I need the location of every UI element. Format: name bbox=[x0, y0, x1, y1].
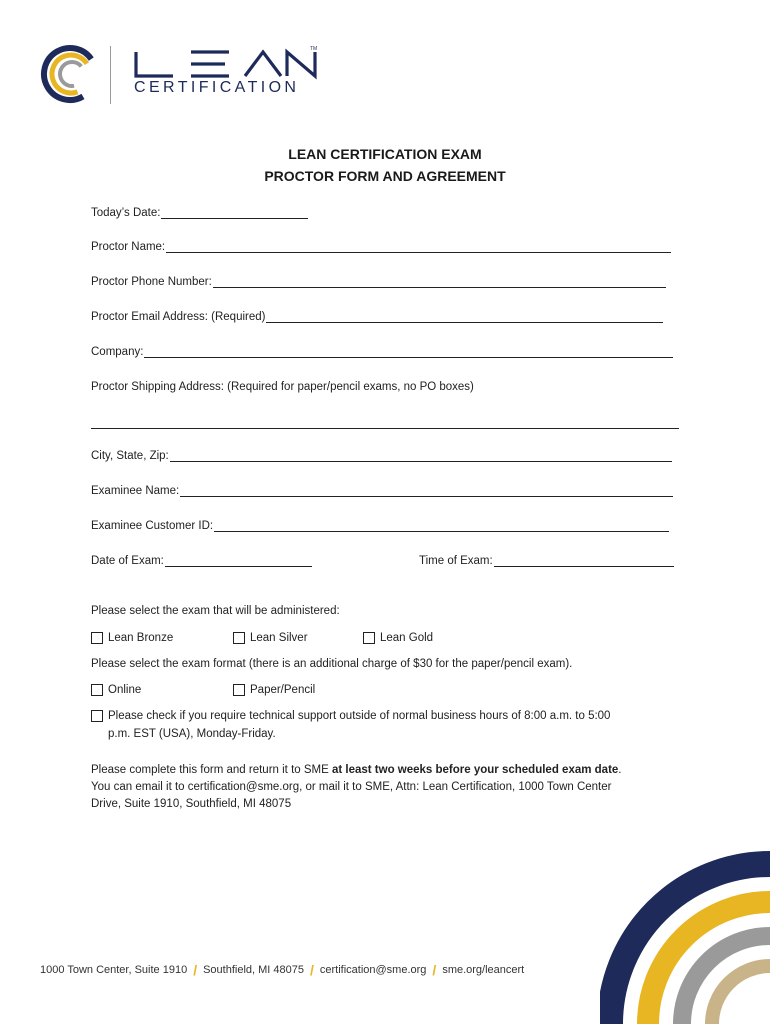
divider-slash-icon: / bbox=[432, 962, 437, 978]
logo-lean-wordmark bbox=[133, 44, 323, 80]
instructions-line-1 bbox=[91, 762, 691, 779]
proctor-name-line[interactable] bbox=[166, 240, 671, 253]
examinee-id-label: Examinee Customer ID: bbox=[91, 520, 214, 532]
instructions-line-2: You can email it to certification@sme.org, or mail it to SME, Attn: Lean Certification, 1000 Town Center bbox=[91, 781, 612, 793]
trademark-mark: TM bbox=[310, 46, 318, 52]
lean-bronze-label: Lean Bronze bbox=[108, 632, 174, 644]
footer-city: Southfield, MI 48075 bbox=[203, 964, 304, 976]
shipping-address-line[interactable] bbox=[91, 428, 679, 429]
tech-support-checkbox[interactable] bbox=[91, 710, 610, 722]
decorative-arcs-icon bbox=[600, 850, 770, 1024]
company-field[interactable] bbox=[91, 345, 673, 358]
todays-date-label: Today’s Date: bbox=[91, 207, 161, 219]
proctor-email-field[interactable] bbox=[91, 310, 663, 323]
instructions-bold: at least two weeks before your scheduled exam date bbox=[331, 764, 619, 776]
time-of-exam-field[interactable] bbox=[419, 554, 674, 567]
lean-silver-label: Lean Silver bbox=[250, 632, 308, 644]
paper-pencil-label: Paper/Pencil bbox=[250, 684, 316, 696]
form-subtitle: PROCTOR FORM AND AGREEMENT bbox=[264, 168, 506, 184]
tech-support-label-cont: p.m. EST (USA), Monday-Friday. bbox=[108, 728, 276, 740]
proctor-phone-field[interactable] bbox=[91, 275, 666, 288]
online-label: Online bbox=[108, 684, 142, 696]
examinee-id-field[interactable] bbox=[91, 519, 669, 532]
divider-slash-icon: / bbox=[309, 962, 314, 978]
instructions-text-2: . bbox=[618, 764, 622, 776]
lean-bronze-checkbox[interactable] bbox=[91, 632, 173, 644]
checkbox-box[interactable] bbox=[363, 632, 375, 644]
lean-gold-checkbox[interactable] bbox=[363, 632, 433, 644]
time-of-exam-line[interactable] bbox=[494, 554, 674, 567]
date-of-exam-label: Date of Exam: bbox=[91, 555, 164, 567]
proctor-phone-label: Proctor Phone Number: bbox=[91, 276, 212, 288]
todays-date-field[interactable] bbox=[91, 206, 308, 219]
divider-slash-icon: / bbox=[193, 962, 198, 978]
date-of-exam-line[interactable] bbox=[165, 554, 312, 567]
proctor-phone-line[interactable] bbox=[213, 275, 666, 288]
checkbox-box[interactable] bbox=[233, 632, 245, 644]
city-state-zip-field[interactable] bbox=[91, 449, 672, 462]
instructions-line-3: Drive, Suite 1910, Southfield, MI 48075 bbox=[91, 798, 292, 810]
lean-silver-checkbox[interactable] bbox=[233, 632, 308, 644]
format-select-prompt: Please select the exam format (there is an additional charge of $30 for the paper/pencil exam). bbox=[91, 658, 573, 670]
checkbox-box[interactable] bbox=[233, 684, 245, 696]
examinee-name-line[interactable] bbox=[180, 484, 673, 497]
logo-divider bbox=[110, 46, 111, 104]
checkbox-box[interactable] bbox=[91, 710, 103, 722]
date-of-exam-field[interactable] bbox=[91, 554, 312, 567]
exam-select-prompt: Please select the exam that will be administered: bbox=[91, 605, 340, 617]
city-state-zip-line[interactable] bbox=[170, 449, 672, 462]
company-label: Company: bbox=[91, 346, 144, 358]
todays-date-line[interactable] bbox=[161, 206, 308, 219]
city-state-zip-label: City, State, Zip: bbox=[91, 450, 169, 462]
footer-address: 1000 Town Center, Suite 1910 bbox=[40, 964, 188, 976]
proctor-name-field[interactable] bbox=[91, 240, 671, 253]
time-of-exam-label: Time of Exam: bbox=[419, 555, 493, 567]
footer-contact bbox=[40, 962, 524, 978]
examinee-name-field[interactable] bbox=[91, 484, 673, 497]
form-title: LEAN CERTIFICATION EXAM bbox=[288, 146, 482, 162]
checkbox-box[interactable] bbox=[91, 632, 103, 644]
logo-certification-text: CERTIFICATION bbox=[134, 79, 300, 96]
lean-gold-label: Lean Gold bbox=[380, 632, 434, 644]
footer-url: sme.org/leancert bbox=[442, 964, 525, 976]
paper-pencil-checkbox[interactable] bbox=[233, 684, 315, 696]
online-checkbox[interactable] bbox=[91, 684, 141, 696]
footer-email: certification@sme.org bbox=[319, 964, 427, 976]
tech-support-label: Please check if you require technical support outside of normal business hours of 8:00 a.m. to 5:00 bbox=[108, 710, 611, 722]
checkbox-box[interactable] bbox=[91, 684, 103, 696]
instructions-text-1: Please complete this form and return it to SME bbox=[91, 764, 332, 776]
proctor-name-label: Proctor Name: bbox=[91, 241, 166, 253]
examinee-name-label: Examinee Name: bbox=[91, 485, 180, 497]
instructions-paragraph bbox=[91, 762, 691, 813]
shipping-address-label: Proctor Shipping Address: (Required for paper/pencil exams, no PO boxes) bbox=[91, 381, 474, 393]
lean-logo-mark-icon bbox=[40, 44, 100, 104]
proctor-email-line[interactable] bbox=[266, 310, 663, 323]
proctor-email-label: Proctor Email Address: (Required) bbox=[91, 311, 266, 323]
examinee-id-line[interactable] bbox=[214, 519, 669, 532]
company-line[interactable] bbox=[144, 345, 673, 358]
